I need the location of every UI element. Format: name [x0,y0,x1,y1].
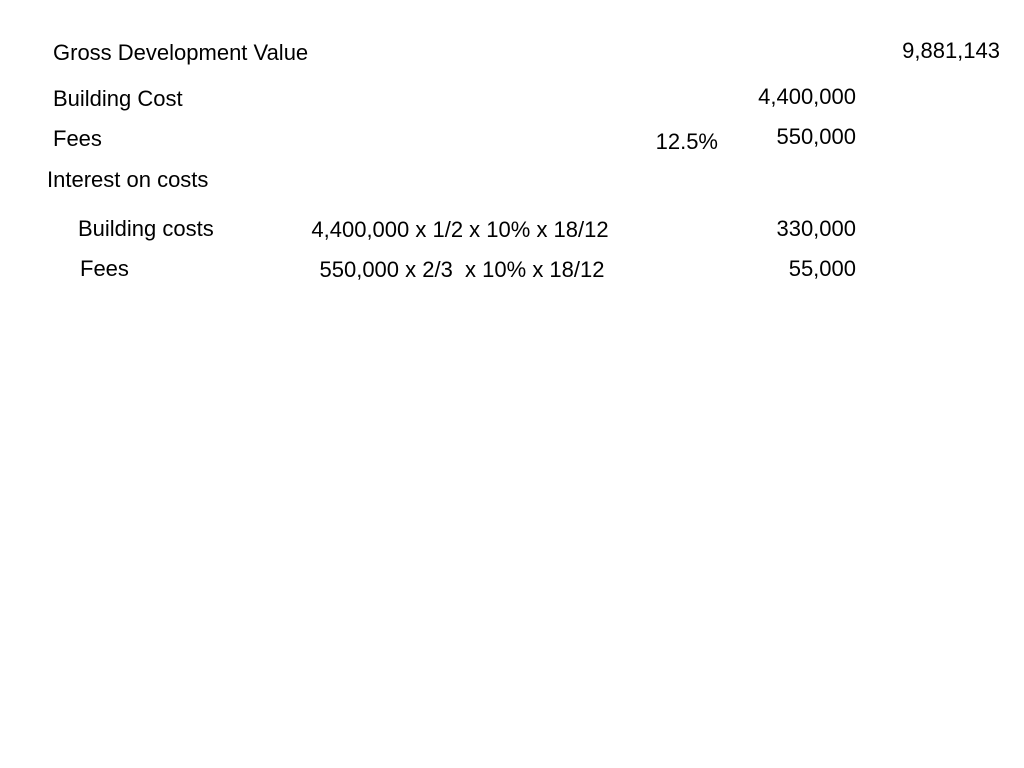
interest-fees-label: Fees [80,256,129,281]
building-cost-value: 4,400,000 [758,84,856,109]
fees-value: 550,000 [776,124,856,149]
interest-heading: Interest on costs [47,167,209,192]
gdv-label: Gross Development Value [53,40,309,65]
interest-fees-value: 55,000 [788,256,856,281]
interest-fees-formula: 550,000 x 2/3 x 10% x 18/12 [319,257,605,282]
interest-building-costs-formula: 4,400,000 x 1/2 x 10% x 18/12 [311,217,609,242]
building-cost-label: Building Cost [53,86,183,111]
interest-building-costs-value: 330,000 [776,216,856,241]
interest-building-costs-label: Building costs [78,216,214,241]
gdv-value: 9,881,143 [902,38,1000,63]
fees-label: Fees [53,126,102,151]
fees-rate: 12.5% [655,129,718,154]
